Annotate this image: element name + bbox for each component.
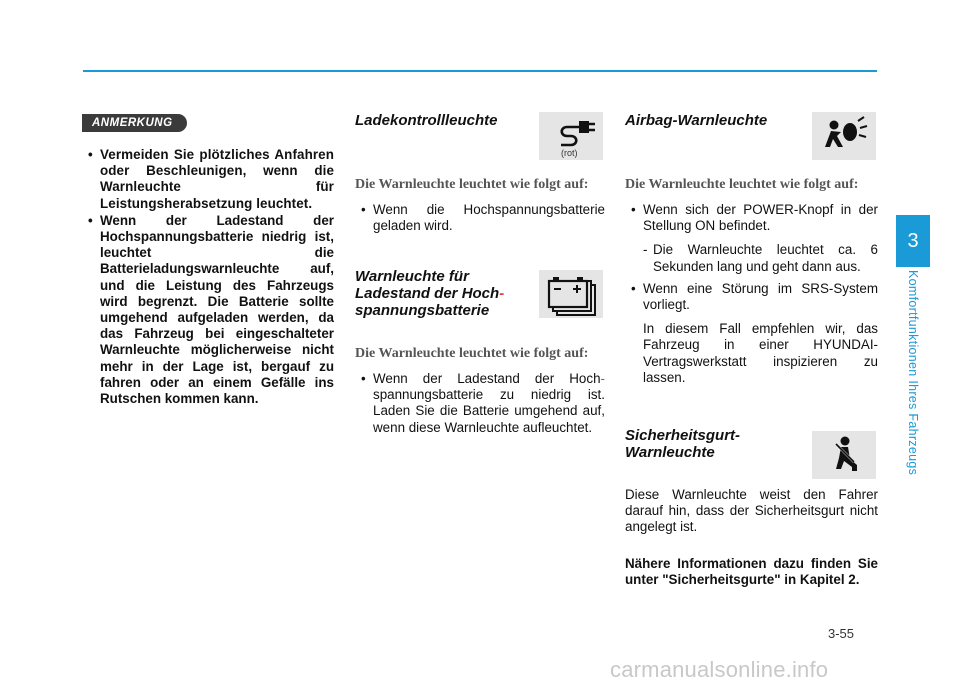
seatbelt-more-info: Nähere Informationen dazu finden Sie unter "Sicherheitsgurte" in Kapitel 2. xyxy=(625,555,878,587)
battery-bullet-part1: Wenn der Ladestand der Hoch xyxy=(373,371,601,386)
airbag-bullet-1: • Wenn sich der POWER-Knopf in der Stellung ON befindet. xyxy=(625,202,878,234)
footer-watermark: carmanualsonline.info xyxy=(610,657,829,682)
battery-icon xyxy=(539,270,603,318)
airbag-bullet-2: • Wenn eine Störung im SRS-System vorliegt. xyxy=(625,281,878,313)
charge-icon-box xyxy=(539,112,603,160)
battery-title-line3: spannungsbatterie xyxy=(355,302,490,319)
airbag-bullet-2-text: In diesem Fall empfehlen wir, das Fahrzeug in einer HYUNDAI-Vertragswerkstatt inspizieren zu lassen. xyxy=(643,321,878,385)
battery-title-line1: Warnleuchte für xyxy=(355,268,469,285)
charge-subtitle: Die Warnleuchte leuchtet wie folgt auf: xyxy=(355,177,589,192)
battery-subtitle: Die Warnleuchte leuchtet wie folgt auf: xyxy=(355,346,589,361)
battery-icon-box xyxy=(539,270,603,318)
battery-title-hyphen: - xyxy=(499,285,505,302)
chapter-title: Komfortfunktionen Ihres Fahrzeugs xyxy=(906,270,920,476)
airbag-subtitle: Die Warnleuchte leuchtet wie folgt auf: xyxy=(625,177,859,192)
note-list xyxy=(82,147,334,407)
chapter-tab: 3 xyxy=(896,215,930,267)
battery-bullet xyxy=(355,371,605,436)
seatbelt-section xyxy=(625,427,878,588)
header-rule xyxy=(83,70,877,72)
seatbelt-icon xyxy=(812,431,876,479)
airbag-dash-1: - Die Warnleuchte leuchtet ca. 6 Sekunden lang und geht dann aus. xyxy=(625,242,878,274)
charge-icon-caption: (rot) xyxy=(561,148,578,158)
battery-title xyxy=(355,268,530,319)
battery-title-line2: Ladestand der Hoch xyxy=(355,285,500,302)
battery-section xyxy=(355,268,605,436)
seatbelt-title xyxy=(625,427,785,461)
airbag-icon-box xyxy=(812,112,876,160)
charge-bullet: • Wenn die Hochspannungsbatterie geladen wird. xyxy=(355,202,605,234)
seatbelt-text: Diese Warnleuchte weist den Fahrer darauf hin, dass der Sicherheitsgurt nicht angelegt ist. xyxy=(625,487,878,535)
battery-bullet-part2: spannungsbatterie zu niedrig ist. Laden Sie die Batterie umgehend auf, wenn diese Warnleuchte aufleuchtet. xyxy=(373,387,605,435)
note-section xyxy=(82,113,334,407)
note-bullet-1: • Vermeiden Sie plötzliches Anfahren oder Beschleunigen, wenn die Warnleuchte für Leistungsherabsetzung leuchtet. xyxy=(82,147,334,212)
charge-title: Ladekontrollleuchte xyxy=(355,112,498,129)
seatbelt-title-line1: Sicherheitsgurt- xyxy=(625,427,741,444)
battery-bullet-hyphen: - xyxy=(600,371,605,386)
note-badge: ANMERKUNG xyxy=(82,114,187,132)
seatbelt-title-line2: Warnleuchte xyxy=(625,444,715,461)
page-number: 3-55 xyxy=(828,626,855,641)
airbag-section xyxy=(625,110,878,386)
charge-section xyxy=(355,110,605,234)
chapter-title-vertical xyxy=(899,270,927,500)
airbag-icon xyxy=(812,112,876,160)
note-bullet-2: • Wenn der Ladestand der Hochspannungsbatterie niedrig ist, leuchtet die Batterieladungswarnleuchte auf, und die Leistung des Fahrzeugs wird begrenzt. Die Batterie sollte umgehend aufgeladen werden, da das Fahrzeug bei eingeschalteter Warnleuchte möglicherweise nicht mehr in der Lage ist, bergauf zu fahren oder an einem Gefälle ins Rutschen kommen kann. xyxy=(82,213,334,407)
seatbelt-icon-box xyxy=(812,431,876,479)
airbag-title: Airbag-Warnleuchte xyxy=(625,112,768,129)
